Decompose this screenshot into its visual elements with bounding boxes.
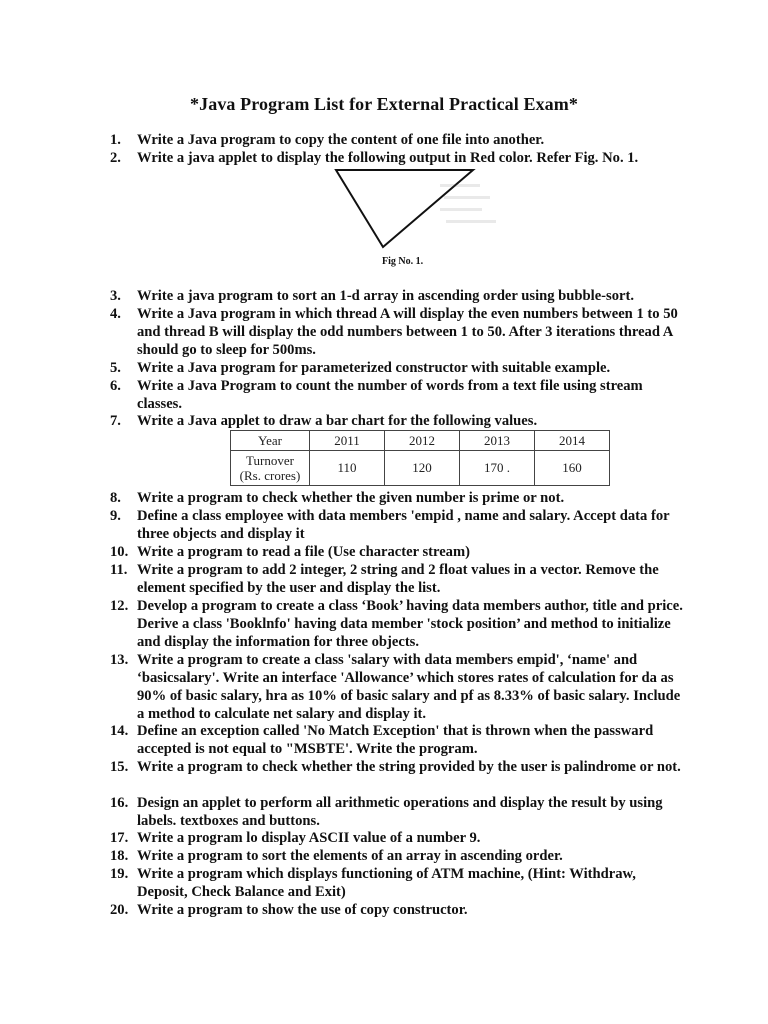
year-cell: 2014 xyxy=(535,431,610,451)
item-number: 19. xyxy=(110,866,129,882)
list-item xyxy=(110,489,690,507)
item-text: Write a Java Program to count the number of words from a text file using stream classes. xyxy=(137,378,643,412)
list-item xyxy=(110,305,690,359)
value-cell: 110 xyxy=(310,451,385,486)
item-text: Write a Java applet to draw a bar chart for the following values. xyxy=(137,413,538,429)
item-text: Define a class employee with data members 'empid , name and salary. Accept data for three objects and display it xyxy=(137,508,670,542)
row-label-line2: (Rs. crores) xyxy=(239,468,301,483)
list-item xyxy=(110,412,690,430)
item-number: 12. xyxy=(110,598,129,614)
item-number: 10. xyxy=(110,544,129,560)
list-item xyxy=(110,651,690,723)
table-row-label xyxy=(231,451,310,486)
list-item xyxy=(110,722,690,758)
list-item xyxy=(110,131,690,149)
year-cell: 2011 xyxy=(310,431,385,451)
item-text: Write a program to check whether the given number is prime or not. xyxy=(137,490,565,506)
item-number: 4. xyxy=(110,306,121,322)
list-item xyxy=(110,829,690,847)
list-item xyxy=(110,847,690,865)
list-item xyxy=(110,758,690,776)
bleed-through-marks xyxy=(440,178,500,238)
item-text: Design an applet to perform all arithmetic operations and display the result by using labels. textboxes and buttons. xyxy=(137,795,663,829)
list-item xyxy=(110,543,690,561)
item-number: 15. xyxy=(110,759,129,775)
item-text: Write a java program to sort an 1-d array in ascending order using bubble-sort. xyxy=(137,288,634,304)
list-item xyxy=(110,561,690,597)
list-item xyxy=(110,507,690,543)
list-item xyxy=(110,794,690,830)
item-number: 16. xyxy=(110,795,129,811)
item-text: Write a program to sort the elements of an array in ascending order. xyxy=(137,848,563,864)
table-row xyxy=(231,451,610,486)
item-number: 2. xyxy=(110,150,121,166)
value-cell: 120 xyxy=(385,451,460,486)
item-number: 1. xyxy=(110,132,121,148)
item-number: 3. xyxy=(110,288,121,304)
list-item xyxy=(110,901,690,919)
value-cell: 170 . xyxy=(460,451,535,486)
list-item xyxy=(110,865,690,901)
item-text: Write a program to add 2 integer, 2 string and 2 float values in a vector. Remove the element specified by the user and display the list. xyxy=(137,562,659,596)
item-text: Write a program lo display ASCII value of a number 9. xyxy=(137,830,481,846)
list-item xyxy=(110,377,690,413)
item-number: 8. xyxy=(110,490,121,506)
table-header-cell: Year xyxy=(231,431,310,451)
item-text: Write a Java program to copy the content of one file into another. xyxy=(137,132,545,148)
item-number: 11. xyxy=(110,562,128,578)
item-text: Write a java applet to display the following output in Red color. Refer Fig. No. 1. xyxy=(137,150,639,166)
row-label-line1: Turnover xyxy=(246,453,294,468)
item-number: 14. xyxy=(110,723,129,739)
list-item xyxy=(110,597,690,651)
item-number: 7. xyxy=(110,413,121,429)
item-text: Write a program to create a class 'salary with data members empid', ‘name' and ‘basicsalary'. Write an interface 'Allowance’ which stores rates of calculation for da as 90% of basic salary, hra as 10% of basic salary and pf as 8.33% of basic salary. Include a method to calculate net salary and display it. xyxy=(137,652,681,722)
list-item xyxy=(110,359,690,377)
item-number: 17. xyxy=(110,830,129,846)
item-text: Develop a program to create a class ‘Book’ having data members author, title and price. Derive a class 'Booklnfo' having data member 'stock position’ and method to initialize and display the information for three objects. xyxy=(137,598,683,650)
figure-caption: Fig No. 1. xyxy=(382,256,424,267)
item-number: 5. xyxy=(110,360,121,376)
item-text: Write a Java program for parameterized constructor with suitable example. xyxy=(137,360,611,376)
page-title: *Java Program List for External Practical Exam* xyxy=(190,94,578,114)
item-number: 13. xyxy=(110,652,129,668)
year-cell: 2013 xyxy=(460,431,535,451)
item-text: Write a Java program in which thread A will display the even numbers between 1 to 50 and thread B will display the odd numbers between 1 to 50. After 3 iterations thread A should go to sleep for 500ms. xyxy=(137,306,678,358)
turnover-table xyxy=(230,430,610,486)
table-row xyxy=(231,431,610,451)
item-number: 6. xyxy=(110,378,121,394)
item-number: 18. xyxy=(110,848,129,864)
item-number: 9. xyxy=(110,508,121,524)
value-cell: 160 xyxy=(535,451,610,486)
year-cell: 2012 xyxy=(385,431,460,451)
item-text: Write a program to show the use of copy constructor. xyxy=(137,902,468,918)
item-text: Write a program to read a file (Use character stream) xyxy=(137,544,470,560)
item-text: Define an exception called 'No Match Exception' that is thrown when the passward accepted is not equal to "MSBTE'. Write the program. xyxy=(137,723,654,757)
item-text: Write a program which displays functioning of ATM machine, (Hint: Withdraw, Deposit, Check Balance and Exit) xyxy=(137,866,636,900)
list-item xyxy=(110,287,690,305)
item-text: Write a program to check whether the string provided by the user is palindrome or not. xyxy=(137,759,681,775)
item-number: 20. xyxy=(110,902,129,918)
